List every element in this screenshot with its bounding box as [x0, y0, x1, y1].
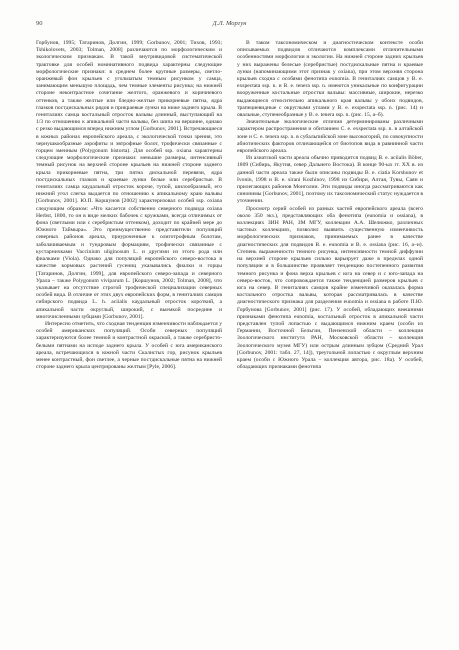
paragraph: Интересно отметить, что сходная тенденция изменчивости наблюдается у особей американских популяций. Особи северных популяций характеризуются более темной и контрастной окраской, а также серебристо-белыми пятнами на исподе заднего крыла. У особей с юга американского ареала, встречающихся в южной части Скалистых гор, рисунок крыльев менее контрастный, фон светлее, а черные постдискальные пятна на нижней стороне заднего крыла центрированы желтым [Pyle, 2006].: [36, 320, 222, 371]
paragraph: Просмотр серий особей из разных частей европейского ареала (всего около 350 экз.), представляющих оба фенотипа (eunomia и ossiana), в коллекциях ЗИН РАН, ЗМ МГУ, коллекции А.А. Шелюжко, различных частных коллекциях, позволил выявить существенную изменчивость морфологических признаков, принимаемых ранее в качестве диагностических для подвидов B. e. eunomia и B. e. ossiana (рис. 16, a–и). Степень выраженности темного рисунка, интенсивности темной диффузии на верхней стороне крыльев сильно варьирует даже в пределах одной популяции и в большинстве проявляет тенденцию постепенного развития темного рисунка и фона верха крыльев с юга на север и с юго-запада на северо-восток, что сопровождается также тенденцией размеров крыльев с юга на север. В гениталиях самцов крайне изменчивой оказалась форма костального отростка вальвы, которая рассматривалась в качестве диагностического признака для разделения eunomia и ossiana в работе П.Ю. Горбунова [Gorbunov, 2001] (рис. 17). У особей, обладающих внешними признаками фенотипа eunomia, костальный отросток в апикальной части представлен тупой лопастью с выдающимся нижним краем (особи из Германии, Восточной Бельгии, Пензенской области – коллекция Зоологического института РАН, Московской области – коллекция Зоологического музея МГУ) или острым длинным зубцом (Средний Урал [Gorbunov, 2001: табл. 27, 14]), треугольной лопастью с округлым верхним краем (особи с Южного Урала – коллекция автора, рис. 18a). У особей, обладающих признаками фенотипа: [237, 205, 423, 371]
paragraph: Горбунов, 1995; Татаринов, Долгин, 1999; Gorbunov, 2001; Тихов, 1993; Tshikolovets, 2003; Tolman, 2008] различаются по морфологическим и экологическим признакам. В такой внутривидовой систематической трактовке для особей номинативного подвида характерны следующие морфологические признаки: в среднем более крупные размеры, светло-оранжевый фон крыльев с угольчатым темным рисунком у самца, занимающим меньшую площадь, чем темные элементы рисунка; на нижней стороне неконтрастное сочетание желтого, оранжевого и коричневого оттенков, а также желтые или бледно-желтые прикорневые пятна, ядра глазков постдискальных рядов и прикраевые лунки на ниже заднего крыла. В гениталиях самца костальный отросток вальвы длинный, выступающий на 1/3 по отношению к апикальной части вальвы, без шипа на вершине, однако с резко выдающимся вперед нижним углом [Gorbunov, 2001]. Встречающиеся в южных районах европейского ареала, с экологической точки зрения, это чернушкообразные аэрофиты и эвтрофные болот, трофически связанные с горцем змеиным (Polygonum bistorta). Для особей ssp. oxiana характерны следующие морфологические признаки: меньшие размеры, интенсивный темный рисунок на верхней стороне крыльев на нижней стороне заднего крыла прикорневые пятна, три пятна дискальной перевязи, ядра постдискальных глазков и краевые лунки белые или серебристые. В гениталиях самца каудальный отросток короче, тупой, шилообразный, его нижний угол слегка выдается по отношению к апикальному краю вальвы [Gorbunov, 2001]. Ю.П. Коршунов [2002] характеризовал особей ssp. oxiana следующим образом: «Что касается собственно северного подвида oxiana Herbst, 1800, то он в виде мелких бабочек с кружками, всегда отличимых от фона (светлыми или с серебристым оттенком), доходит по крайней мере до Южного Таймыра». Это преимущественно представители популяций северных районов ареала, приуроченные к олиготрофным болотам, заболачиваемым и тундровым формациям, трофически связанные с кустарничками Vaccinium uliginosum L. и другими из этого рода или фиалками (Viola). Однако для популяций европейского северо-востока в качестве кормовых растений гусениц указывались фиалки и горцы [Татаринов, Долгин, 1999], для европейского северо-запада и северного Урала – также Polygonum viviparum L. [Коршунов, 2002; Tolman, 2008], что указывает на отсутствие строгой трофической специализации северных особей вида. В отличие от этих двух европейских форм, в гениталиях самцов сибирского подвида L. h. aciialis каудальный отросток короткий, а апикальной части округлый, широкий, с выемкой посредине и многочисленными зубцами [Gorbunov, 2001].: [36, 40, 222, 320]
paragraph: Значительные экологические отличия детерминированы различными характером распространения и обитанием С. е. exspectata ssp. n. в алтайской зоне и С. е. tenera ssp. n. в субальпийской зоне высокогорий, по совокупности абиотических факторов отличающейся от биотопов вида в равнинной части европейского ареала.: [237, 119, 423, 155]
page-number: 90: [36, 20, 43, 27]
paragraph: В таком таксономическом и диагностическом контексте особи описываемых подвидов отличаются комплексами отличительными особенностями морфологии и экологии. На нижней стороне задних крыльев у них выражены белесые (серебристые) постдискальные пятна и краевые лунки (напоминающими этот признак у oxiana), при этом верхняя сторона крыльев сходна с особями фенотипа eunomia. В гениталиях самцов у B. e. exspectata ssp. n. и B. e. tenera ssp. n. имеются уникальные по конфигурации вооруженные костальные отростки вальвы: массивные, широкие, нерезко выдающиеся относительно апикального края вальвы у обоих подвидов, трапециевидные с округлыми углами у B. e. exspectata ssp. n. (рис. 14) и овальные, ступенеобразные у B. e. tenera ssp. n. (рис. 15, a–б).: [237, 40, 423, 119]
page-header: [36, 20, 423, 32]
running-head: Д.Л. Моргун: [212, 20, 247, 27]
right-column: [237, 40, 423, 630]
paragraph: Из азиатской части ареала обычно приводится подвид B. e. aciialis Böber, 1809 (Сибирь, Якутия, север Дальнего Востока). В конце 90-ых гг. XX в. из данной части ареала также были описаны подвиды B. e. ciatia Korshunov et Ivonin, 1998 и B. e. sirani Kozhinov, 1998 из Сибири, Алтая, Тувы, Саян и прилегающих районов Монголии. Эти подвиды иногда рассматриваются как синонимы [Gorbunov, 2001], поэтому их таксономический статус нуждается в уточнении.: [237, 155, 423, 205]
left-column: [36, 40, 222, 630]
